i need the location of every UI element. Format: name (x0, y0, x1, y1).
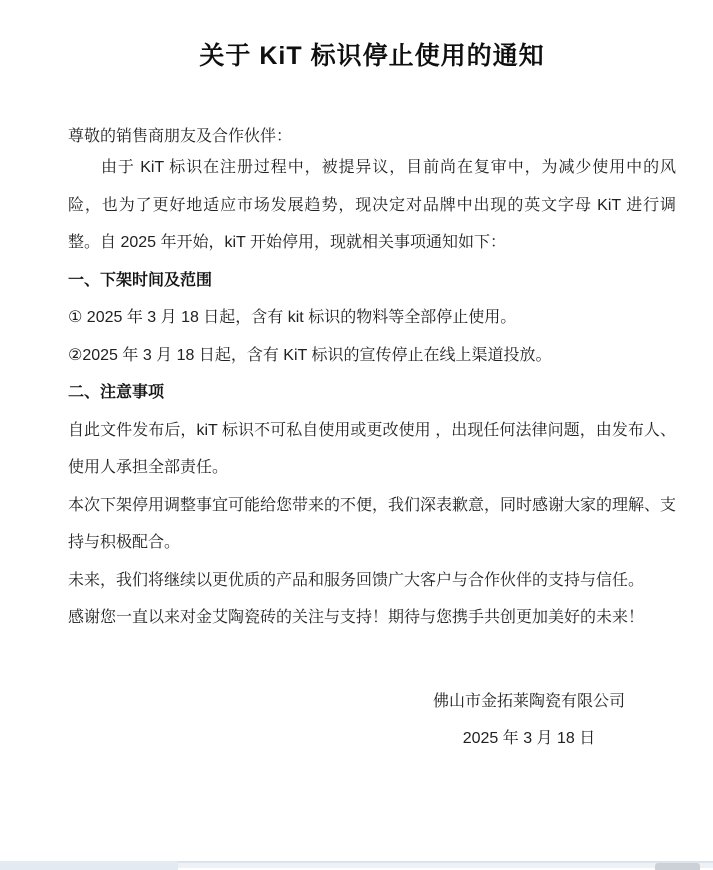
scrollbar-thumb[interactable] (655, 863, 700, 870)
bottom-bar-left-segment (0, 861, 178, 870)
apology-paragraph: 本次下架停用调整事宜可能给您带来的不便，我们深表歉意，同时感谢大家的理解、支持与积极配合。 (68, 496, 677, 551)
section-1-item-1: ① 2025 年 3 月 18 日起，含有 kit 标识的物料等全部停止使用。 (68, 309, 517, 326)
section-1-heading: 一、下架时间及范围 (68, 271, 213, 289)
thanks-paragraph: 感谢您一直以来对金艾陶瓷砖的关注与支持！期待与您携手共创更加美好的未来！ (68, 609, 645, 626)
signature-date: 2025 年 3 月 18 日 (462, 730, 596, 747)
signature-block (433, 683, 625, 758)
salutation-line: 尊敬的销售商朋友及合作伙伴： (68, 128, 293, 145)
future-commitment-paragraph: 未来，我们将继续以更优质的产品和服务回馈广大客户与合作伙伴的支持与信任。 (68, 571, 645, 589)
company-name: 佛山市金拓莱陶瓷有限公司 (432, 692, 625, 710)
notice-liability-paragraph: 自此文件发布后，kiT 标识不可私自使用或更改使用 ，出现任何法律问题，由发布人、使用人承担全部责任。 (68, 421, 676, 476)
bottom-bar (0, 861, 713, 868)
document-title: 关于 KiT 标识停止使用的通知 (199, 42, 545, 70)
section-2-heading: 二、注意事项 (68, 384, 165, 401)
section-1-item-2: ②2025 年 3 月 18 日起，含有 KiT 标识的宣传停止在线上渠道投放。 (68, 346, 552, 364)
intro-paragraph: 由于 KiT 标识在注册过程中，被提异议，目前尚在复审中，为减少使用中的风险，也为了更好地适应市场发展趋势，现决定对品牌中出现的英文字母 KiT 进行调整。自 2025 年开始，kiT 开始停用，现就相关事项通知如下： (68, 159, 676, 251)
